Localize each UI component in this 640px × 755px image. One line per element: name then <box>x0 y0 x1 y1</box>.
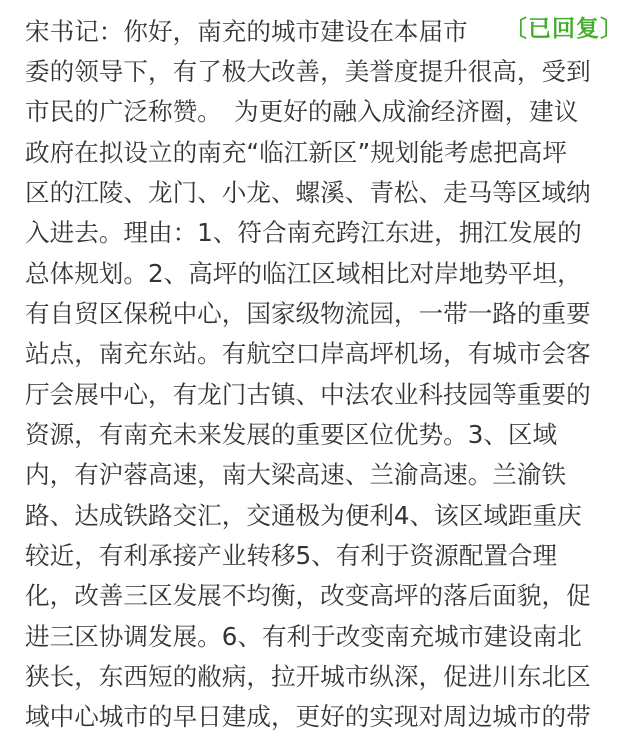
message-line: 入进去。理由：1、符合南充跨江东进，拥江发展的 <box>25 218 582 247</box>
message-line: 区的江陵、龙门、小龙、螺溪、青松、走马等区域纳 <box>25 178 591 207</box>
message-line: 化，改善三区发展不均衡，改变高坪的落后面貌，促 <box>25 581 591 610</box>
message-line: 政府在拟设立的南充“临江新区”规划能考虑把高坪 <box>25 138 567 167</box>
message-line: 内，有沪蓉高速，南大梁高速、兰渝高速。兰渝铁 <box>25 460 567 489</box>
message-line: 路、达成铁路交汇，交通极为便利4、该区域距重庆 <box>25 501 582 530</box>
message-line: 有自贸区保税中心，国家级物流园，一带一路的重要 <box>25 299 591 328</box>
message-line: 资源，有南充未来发展的重要区位优势。3、区域 <box>25 420 558 449</box>
message-line: 站点，南充东站。有航空口岸高坪机场，有城市会客 <box>25 339 591 368</box>
message-line: 较近，有利承接产业转移5、有利于资源配置合理 <box>25 541 558 570</box>
status-badge: 〔已回复〕 <box>504 16 624 42</box>
message-line: 域中心城市的早日建成，更好的实现对周边城市的带 <box>25 702 591 731</box>
message-line: 进三区协调发展。6、有利于改变南充城市建设南北 <box>25 622 582 651</box>
message-line: 总体规划。2、高坪的临江区域相比对岸地势平坦， <box>25 259 582 288</box>
message-line: 市民的广泛称赞。 为更好的融入成渝经济圈，建议 <box>25 97 579 126</box>
message-line: 狭长，东西短的敝病，拉开城市纵深，促进川东北区 <box>25 662 591 691</box>
message-line: 委的领导下，有了极大改善，美誉度提升很高，受到 <box>25 57 591 86</box>
message-line: 宋书记：你好，南充的城市建设在本届市 <box>25 17 468 46</box>
message-line: 厅会展中心，有龙门古镇、中法农业科技园等重要的 <box>25 380 591 409</box>
